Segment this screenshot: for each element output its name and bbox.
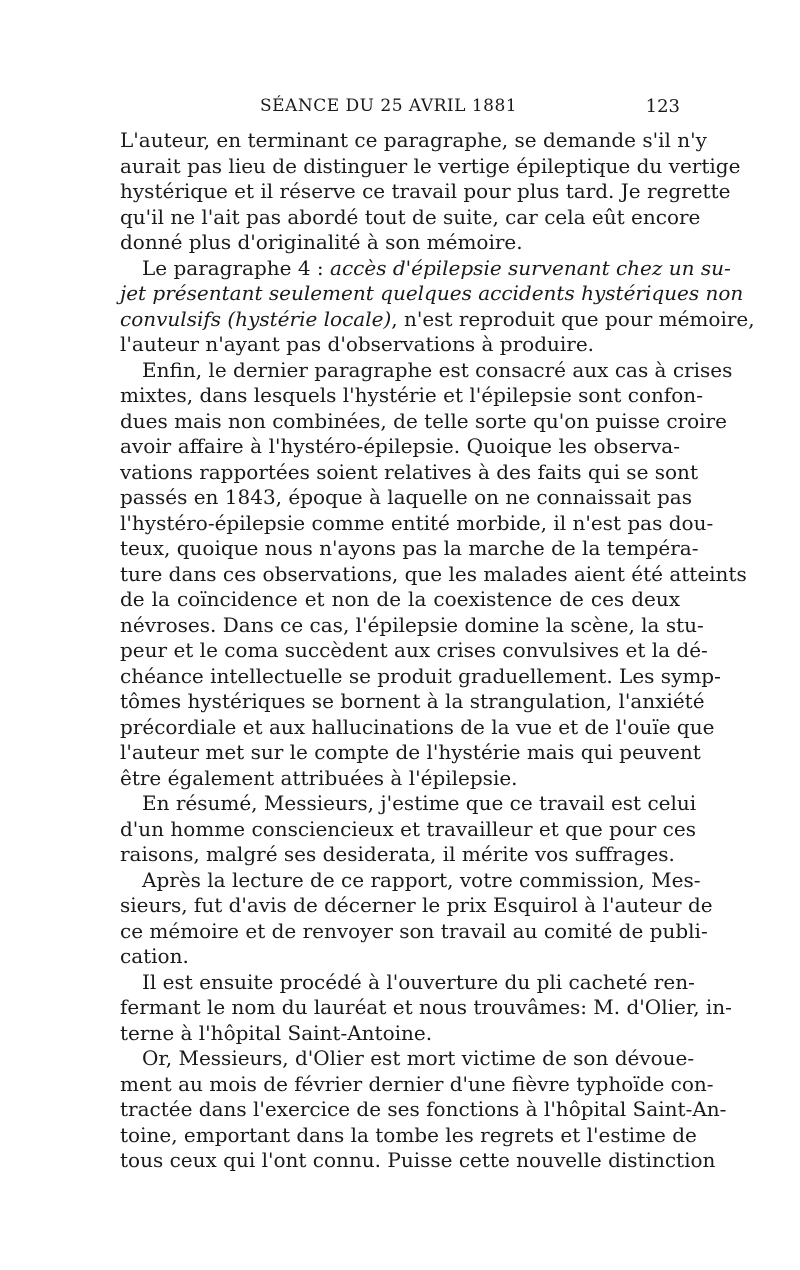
paragraph	[120, 255, 755, 358]
text-line: dues mais non combinées, de telle sorte qu'on puisse croire	[120, 408, 727, 433]
text-line: l'hystéro-épilepsie comme entité morbide, il n'est pas dou-	[120, 510, 714, 535]
text-line: passés en 1843, époque à laquelle on ne connaissait pas	[120, 485, 692, 509]
text-line: peur et le coma succèdent aux crises convulsives et la dé-	[120, 638, 708, 662]
text-line: ment au mois de février dernier d'une fièvre typhoïde con-	[120, 1071, 714, 1096]
text-line: tômes hystériques se bornent à la strangulation, l'anxiété	[120, 689, 705, 713]
text-line: tous ceux qui l'ont connu. Puisse cette nouvelle distinction	[120, 1148, 716, 1172]
text-line: fermant le nom du lauréat et nous trouvâmes: M. d'Olier, in-	[120, 995, 732, 1019]
text-line: tractée dans l'exercice de ses fonctions à l'hôpital Saint-An-	[120, 1097, 727, 1121]
text-line: mixtes, dans lesquels l'hystérie et l'épilepsie sont confon-	[120, 383, 703, 407]
text-line: terne à l'hôpital Saint-Antoine.	[120, 1020, 433, 1045]
text-line: de la coïncidence et non de la coexistence de ces deux	[120, 587, 680, 611]
text-line: Il est ensuite procédé à l'ouverture du pli cacheté ren-	[142, 969, 695, 994]
text-line: chéance intellectuelle se produit graduellement. Les symp-	[120, 663, 721, 688]
page-number: 123	[645, 96, 680, 117]
paragraph	[120, 1046, 727, 1174]
paragraph	[120, 357, 747, 792]
text-line	[120, 255, 731, 282]
text-line: l'auteur n'ayant pas d'observations à produire.	[120, 332, 595, 356]
text-line: teux, quoique nous n'ayons pas la marche de la tempéra-	[120, 536, 699, 560]
text-line: sieurs, fut d'avis de décerner le prix Esquirol à l'auteur de	[120, 893, 713, 917]
paragraph	[120, 791, 697, 868]
text-line: être également attribuées à l'épilepsie.	[120, 765, 518, 790]
text-line: vations rapportées soient relatives à des faits qui se sont	[120, 459, 698, 484]
italic-text-run: accès d'épilepsie survenant chez un su-	[330, 255, 731, 280]
text-line: hystérique et il réserve ce travail pour plus tard. Je regrette	[120, 179, 731, 203]
text-run: Le paragraphe 4 :	[142, 255, 331, 280]
page-header	[120, 96, 680, 124]
italic-text-run: convulsifs (hystérie locale)	[120, 306, 392, 331]
body-text	[120, 128, 755, 1174]
text-line	[120, 306, 755, 333]
text-line: ture dans ces observations, que les malades aient été atteints	[120, 561, 747, 586]
text-run: , n'est reproduit que pour mémoire,	[391, 306, 755, 331]
text-line: névroses. Dans ce cas, l'épilepsie domine la scène, la stu-	[120, 612, 704, 637]
text-line: cation.	[120, 944, 189, 968]
text-line: qu'il ne l'ait pas abordé tout de suite, car cela eût encore	[120, 204, 701, 229]
running-head: SÉANCE DU 25 AVRIL 1881	[260, 96, 518, 116]
text-line: ce mémoire et de renvoyer son travail au comité de publi-	[120, 918, 708, 943]
text-line: jet présentant seulement quelques accidents hystériques non	[120, 281, 744, 305]
text-line: précordiale et aux hallucinations de la vue et de l'ouïe que	[120, 714, 715, 739]
text-line: Enfin, le dernier paragraphe est consacré aux cas à crises	[142, 357, 733, 382]
text-line: l'auteur met sur le compte de l'hystérie mais qui peuvent	[120, 740, 701, 764]
text-line: Après la lecture de ce rapport, votre commission, Mes-	[142, 867, 701, 892]
text-line: donné plus d'originalité à son mémoire.	[120, 230, 523, 254]
text-line: Or, Messieurs, d'Olier est mort victime de son dévoue-	[142, 1046, 695, 1070]
text-line: avoir affaire à l'hystéro-épilepsie. Quoique les observa-	[120, 434, 680, 458]
text-line: raisons, malgré ses desiderata, il mérite vos suffrages.	[120, 842, 675, 866]
text-line: d'un homme consciencieux et travailleur et que pour ces	[120, 816, 696, 841]
text-line: toine, emportant dans la tombe les regrets et l'estime de	[120, 1122, 697, 1147]
paragraph	[120, 128, 741, 256]
text-line: En résumé, Messieurs, j'estime que ce travail est celui	[142, 791, 697, 815]
text-line: aurait pas lieu de distinguer le vertige épileptique du vertige	[120, 153, 741, 178]
paragraph	[120, 969, 732, 1047]
text-line: L'auteur, en terminant ce paragraphe, se demande s'il n'y	[120, 128, 707, 152]
paragraph	[120, 867, 713, 970]
